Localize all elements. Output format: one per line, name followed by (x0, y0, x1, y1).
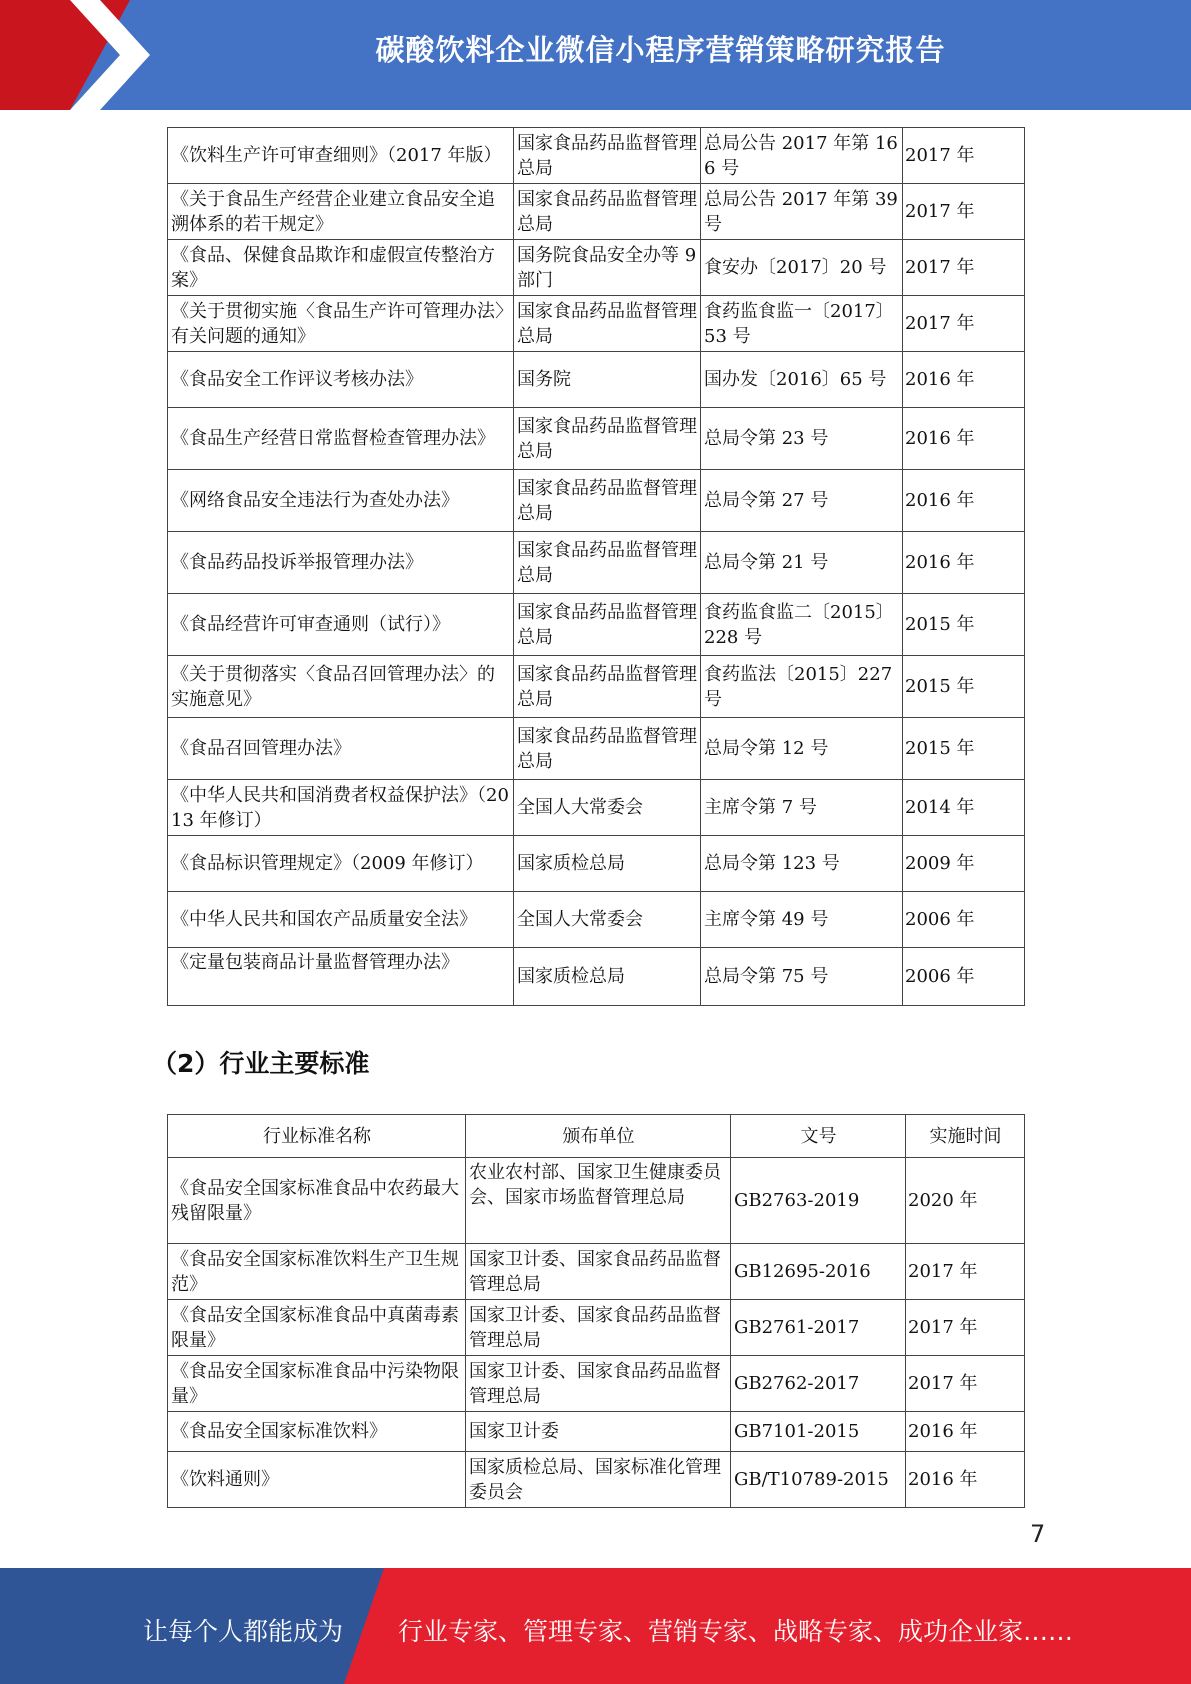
law-name: 《食品药品投诉举报管理办法》 (168, 532, 514, 594)
table-row (168, 780, 1025, 836)
page-header (0, 0, 1191, 110)
issuing-authority: 国家卫计委、国家食品药品监督管理总局 (466, 1356, 731, 1412)
issuing-authority: 国家食品药品监督管理总局 (514, 718, 701, 780)
standard-name: 《食品安全国家标准饮料》 (168, 1412, 466, 1452)
issuing-authority: 国家质检总局 (514, 836, 701, 892)
issuing-authority: 国家食品药品监督管理总局 (514, 408, 701, 470)
table-row (168, 892, 1025, 948)
effective-year: 2006 年 (903, 948, 1025, 1006)
standard-name: 《食品安全国家标准食品中农药最大残留限量》 (168, 1158, 466, 1244)
report-title: 碳酸饮料企业微信小程序营销策略研究报告 (375, 33, 946, 67)
law-name: 《食品经营许可审查通则（试行）》 (168, 594, 514, 656)
law-name: 《食品、保健食品欺诈和虚假宣传整治方案》 (168, 240, 514, 296)
effective-year: 2006 年 (903, 892, 1025, 948)
effective-year: 2017 年 (903, 296, 1025, 352)
document-number: 主席令第 49 号 (701, 892, 903, 948)
column-header: 实施时间 (906, 1115, 1025, 1158)
document-number: 国办发〔2016〕65 号 (701, 352, 903, 408)
effective-year: 2015 年 (903, 594, 1025, 656)
standard-number: GB12695-2016 (731, 1244, 906, 1300)
effective-year: 2017 年 (906, 1300, 1025, 1356)
issuing-authority: 国务院 (514, 352, 701, 408)
document-number: 总局令第 23 号 (701, 408, 903, 470)
effective-year: 2016 年 (903, 408, 1025, 470)
document-number: 食安办〔2017〕20 号 (701, 240, 903, 296)
effective-year: 2015 年 (903, 718, 1025, 780)
effective-year: 2015 年 (903, 656, 1025, 718)
document-number: 总局令第 75 号 (701, 948, 903, 1006)
issuing-authority: 国家食品药品监督管理总局 (514, 296, 701, 352)
issuing-authority: 国家食品药品监督管理总局 (514, 532, 701, 594)
effective-year: 2020 年 (906, 1158, 1025, 1244)
issuing-authority: 国务院食品安全办等 9 部门 (514, 240, 701, 296)
document-number: 总局令第 12 号 (701, 718, 903, 780)
law-name: 《关于贯彻落实〈食品召回管理办法〉的实施意见》 (168, 656, 514, 718)
issuing-authority: 国家卫计委、国家食品药品监督管理总局 (466, 1244, 731, 1300)
law-name: 《食品标识管理规定》（2009 年修订） (168, 836, 514, 892)
law-name: 《网络食品安全违法行为查处办法》 (168, 470, 514, 532)
effective-year: 2009 年 (903, 836, 1025, 892)
column-header: 行业标准名称 (168, 1115, 466, 1158)
table-row (168, 128, 1025, 184)
table-row (168, 1300, 1025, 1356)
issuing-authority: 全国人大常委会 (514, 780, 701, 836)
footer-slogan-right: 行业专家、管理专家、营销专家、战略专家、成功企业家…… (398, 1617, 1074, 1646)
standard-name: 《食品安全国家标准食品中真菌毒素限量》 (168, 1300, 466, 1356)
effective-year: 2014 年 (903, 780, 1025, 836)
table-row (168, 240, 1025, 296)
document-number: 总局公告 2017 年第 39 号 (701, 184, 903, 240)
issuing-authority: 国家食品药品监督管理总局 (514, 656, 701, 718)
table-row (168, 1244, 1025, 1300)
law-name: 《关于食品生产经营企业建立食品安全追溯体系的若干规定》 (168, 184, 514, 240)
table-row (168, 184, 1025, 240)
law-name: 《食品安全工作评议考核办法》 (168, 352, 514, 408)
document-number: 食药监食监二〔2015〕228 号 (701, 594, 903, 656)
document-number: 总局令第 27 号 (701, 470, 903, 532)
effective-year: 2017 年 (903, 184, 1025, 240)
document-number: 总局令第 123 号 (701, 836, 903, 892)
standard-number: GB2762-2017 (731, 1356, 906, 1412)
table-row (168, 1158, 1025, 1244)
document-number: 食药监食监一〔2017〕53 号 (701, 296, 903, 352)
document-number: 总局令第 21 号 (701, 532, 903, 594)
table-row (168, 836, 1025, 892)
law-name: 《中华人民共和国消费者权益保护法》（2013 年修订） (168, 780, 514, 836)
issuing-authority: 国家卫计委、国家食品药品监督管理总局 (466, 1300, 731, 1356)
standard-name: 《饮料通则》 (168, 1452, 466, 1508)
laws-regulations-table (167, 127, 1025, 1006)
column-header: 文号 (731, 1115, 906, 1158)
page-number: 7 (1030, 1520, 1046, 1548)
standard-name: 《食品安全国家标准饮料生产卫生规范》 (168, 1244, 466, 1300)
standard-number: GB7101-2015 (731, 1412, 906, 1452)
standard-number: GB2763-2019 (731, 1158, 906, 1244)
issuing-authority: 国家质检总局、国家标准化管理委员会 (466, 1452, 731, 1508)
law-name: 《关于贯彻实施〈食品生产许可管理办法〉有关问题的通知》 (168, 296, 514, 352)
law-name: 《食品召回管理办法》 (168, 718, 514, 780)
issuing-authority: 农业农村部、国家卫生健康委员会、国家市场监督管理总局 (466, 1158, 731, 1244)
table-header-row (168, 1115, 1025, 1158)
footer-slogan-left: 让每个人都能成为 (143, 1617, 344, 1646)
issuing-authority: 国家质检总局 (514, 948, 701, 1006)
table-row (168, 470, 1025, 532)
section-heading: （2）行业主要标准 (152, 1049, 370, 1078)
table-row (168, 1412, 1025, 1452)
issuing-authority: 全国人大常委会 (514, 892, 701, 948)
effective-year: 2017 年 (906, 1244, 1025, 1300)
effective-year: 2016 年 (903, 532, 1025, 594)
industry-standards-table (167, 1114, 1025, 1508)
document-number: 主席令第 7 号 (701, 780, 903, 836)
standard-name: 《食品安全国家标准食品中污染物限量》 (168, 1356, 466, 1412)
issuing-authority: 国家食品药品监督管理总局 (514, 594, 701, 656)
effective-year: 2017 年 (903, 240, 1025, 296)
table-row (168, 408, 1025, 470)
standard-number: GB2761-2017 (731, 1300, 906, 1356)
table-row (168, 948, 1025, 1006)
law-name: 《食品生产经营日常监督检查管理办法》 (168, 408, 514, 470)
column-header: 颁布单位 (466, 1115, 731, 1158)
law-name: 《饮料生产许可审查细则》（2017 年版） (168, 128, 514, 184)
effective-year: 2016 年 (903, 470, 1025, 532)
effective-year: 2016 年 (906, 1412, 1025, 1452)
document-number: 食药监法〔2015〕227 号 (701, 656, 903, 718)
effective-year: 2017 年 (903, 128, 1025, 184)
table-row (168, 1356, 1025, 1412)
standard-number: GB/T10789-2015 (731, 1452, 906, 1508)
document-number: 总局公告 2017 年第 166 号 (701, 128, 903, 184)
table-row (168, 352, 1025, 408)
table-row (168, 1452, 1025, 1508)
table-row (168, 296, 1025, 352)
table-row (168, 532, 1025, 594)
effective-year: 2016 年 (903, 352, 1025, 408)
effective-year: 2016 年 (906, 1452, 1025, 1508)
issuing-authority: 国家卫计委 (466, 1412, 731, 1452)
issuing-authority: 国家食品药品监督管理总局 (514, 470, 701, 532)
issuing-authority: 国家食品药品监督管理总局 (514, 184, 701, 240)
issuing-authority: 国家食品药品监督管理总局 (514, 128, 701, 184)
table-row (168, 594, 1025, 656)
law-name: 《定量包装商品计量监督管理办法》 (168, 948, 514, 1006)
page-footer (0, 1568, 1191, 1684)
table-row (168, 718, 1025, 780)
law-name: 《中华人民共和国农产品质量安全法》 (168, 892, 514, 948)
effective-year: 2017 年 (906, 1356, 1025, 1412)
table-row (168, 656, 1025, 718)
